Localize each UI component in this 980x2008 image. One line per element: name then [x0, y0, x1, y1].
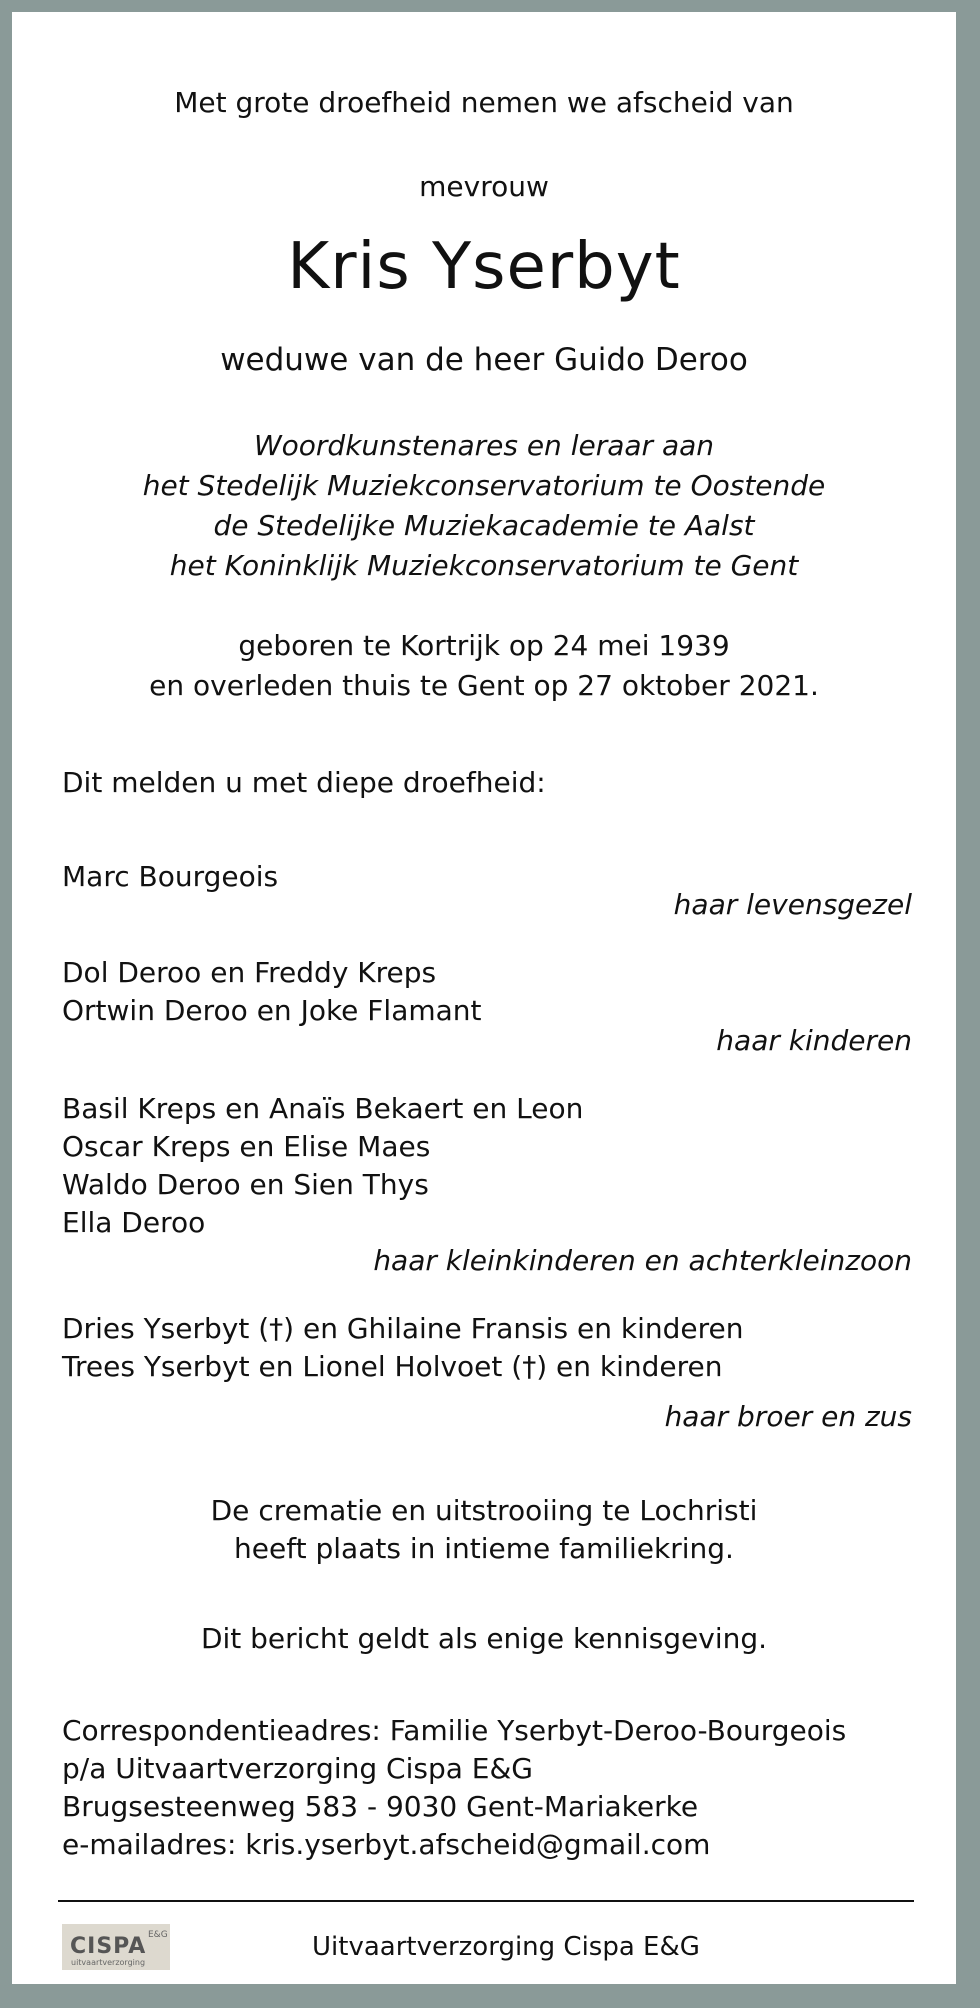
logo-sup: E&G [148, 1930, 168, 1940]
cremation-block [12, 1492, 956, 1568]
announcement-line: Dit melden u met diepe droefheid: [62, 766, 546, 799]
family-name-line: Dol Deroo en Freddy Kreps [62, 956, 437, 989]
correspondence-block [62, 1712, 846, 1864]
relation-label: haar kleinkinderen en achterkleinzoon [373, 1244, 912, 1277]
family-name-line: Marc Bourgeois [62, 860, 279, 893]
cremation-line: heeft plaats in intieme familiekring. [234, 1532, 734, 1565]
intro-text: Met grote droefheid nemen we afscheid van [174, 86, 794, 119]
family-name-line: Waldo Deroo en Sien Thys [62, 1168, 429, 1201]
family-name-line: Ella Deroo [62, 1206, 206, 1239]
funeral-home-name: Uitvaartverzorging Cispa E&G [312, 1932, 700, 1962]
role-line: de Stedelijke Muziekacademie te Aalst [213, 509, 755, 542]
title-word: mevrouw [419, 170, 549, 203]
cremation-line: De crematie en uitstrooiing te Lochristi [210, 1494, 758, 1527]
family-name-line: Dries Yserbyt (†) en Ghilaine Fransis en kinderen [62, 1312, 744, 1345]
correspondence-line: Correspondentieadres: Familie Yserbyt-Deroo-Bourgeois [62, 1714, 847, 1747]
relation-label: haar kinderen [716, 1024, 912, 1057]
dates-block [12, 626, 956, 706]
deceased-name: Kris Yserbyt [287, 230, 681, 304]
widow-line: weduwe van de heer Guido Deroo [220, 342, 748, 378]
obituary-card [12, 12, 956, 1984]
correspondence-line: p/a Uitvaartverzorging Cispa E&G [62, 1752, 533, 1785]
family-name-line: Ortwin Deroo en Joke Flamant [62, 994, 482, 1027]
role-line: het Stedelijk Muziekconservatorium te Oostende [142, 469, 826, 502]
logo-sub: uitvaartverzorging [71, 1958, 146, 1967]
cispa-logo [62, 1924, 170, 1970]
death-line: en overleden thuis te Gent op 27 oktober 2021. [149, 669, 819, 702]
role-line: het Koninklijk Muziekconservatorium te Gent [169, 549, 799, 582]
birth-line: geboren te Kortrijk op 24 mei 1939 [238, 629, 730, 662]
notice-line: Dit bericht geldt als enige kennisgeving. [200, 1622, 768, 1655]
correspondence-email: e-mailadres: kris.yserbyt.afscheid@gmail.com [62, 1828, 711, 1861]
footer-divider [58, 1900, 914, 1902]
role-line: Woordkunstenares en leraar aan [253, 429, 715, 462]
correspondence-line: Brugsesteenweg 583 - 9030 Gent-Mariakerke [62, 1790, 699, 1823]
roles-block [12, 426, 956, 586]
relation-label: haar levensgezel [673, 888, 912, 921]
relation-label: haar broer en zus [664, 1400, 912, 1433]
family-name-line: Basil Kreps en Anaïs Bekaert en Leon [62, 1092, 584, 1125]
family-name-line: Oscar Kreps en Elise Maes [62, 1130, 431, 1163]
family-name-line: Trees Yserbyt en Lionel Holvoet (†) en kinderen [62, 1350, 723, 1383]
logo-text: CISPA [70, 1934, 147, 1959]
